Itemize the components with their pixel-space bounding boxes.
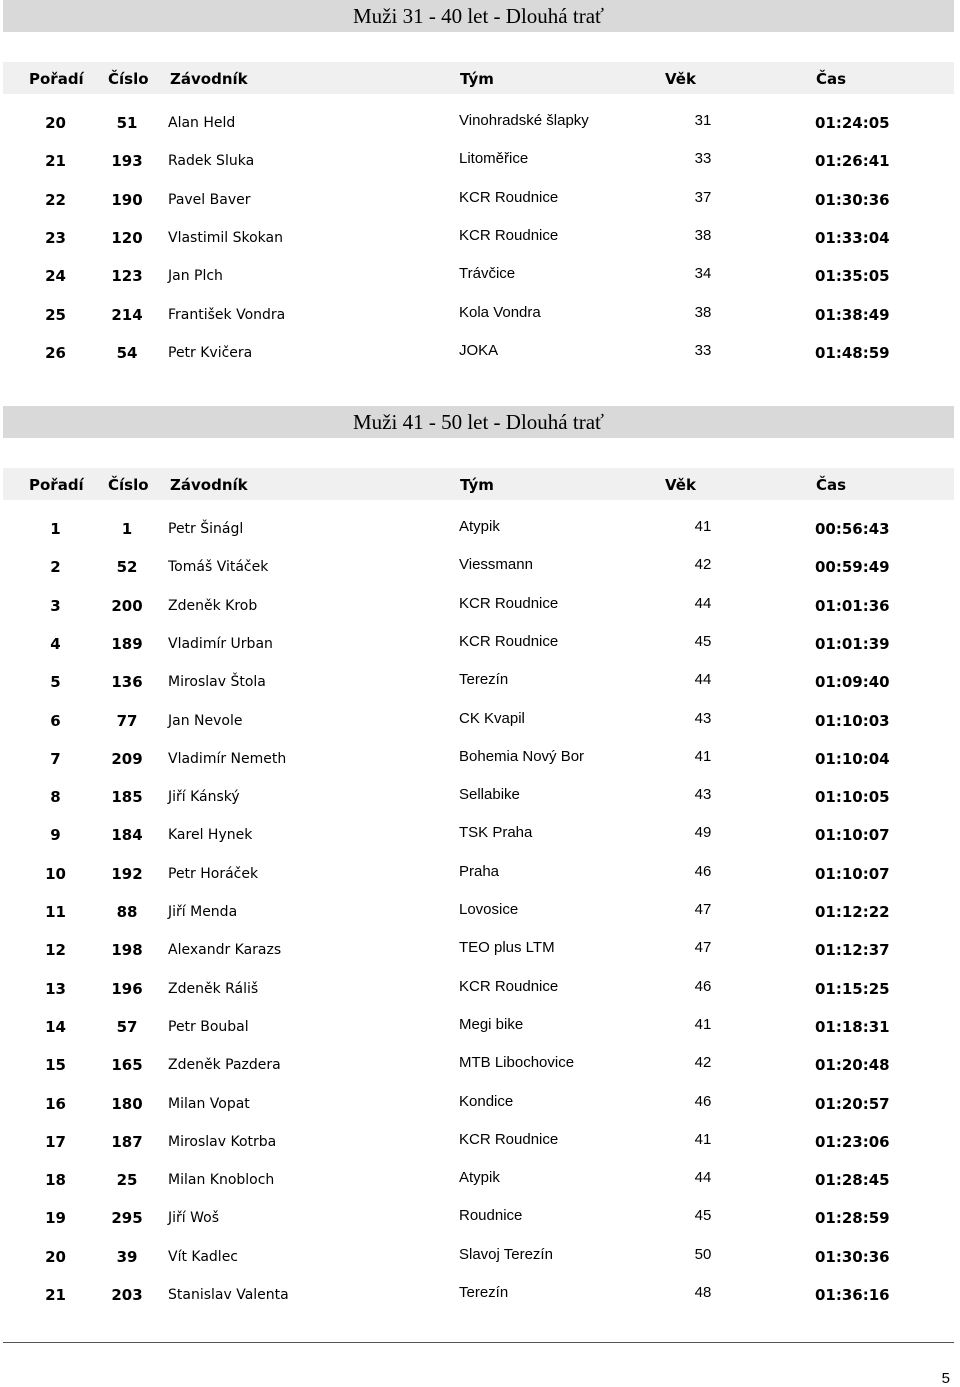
cell-team: KCR Roudnice xyxy=(459,1131,559,1148)
cell-rank: 26 xyxy=(45,344,66,362)
cell-team: TEO plus LTM xyxy=(459,939,555,956)
cell-bib: 192 xyxy=(111,865,143,883)
cell-rank: 21 xyxy=(45,152,66,170)
cell-team: Atypik xyxy=(459,518,500,535)
cell-name: Jiří Woš xyxy=(168,1210,219,1226)
table-row xyxy=(0,546,960,584)
cell-rank: 22 xyxy=(45,191,66,209)
cell-time: 01:28:45 xyxy=(815,1171,890,1189)
cell-name: Zdeněk Ráliš xyxy=(168,981,259,997)
cell-name: Karel Hynek xyxy=(168,827,253,843)
cell-age: 50 xyxy=(694,1246,712,1263)
cell-name: Vlastimil Skokan xyxy=(168,230,283,246)
cell-time: 01:33:04 xyxy=(815,229,890,247)
cell-bib: 193 xyxy=(111,152,143,170)
cell-name: Petr Boubal xyxy=(168,1019,249,1035)
cell-name: Stanislav Valenta xyxy=(168,1287,289,1303)
cell-time: 01:10:07 xyxy=(815,826,890,844)
cell-bib: 57 xyxy=(116,1018,138,1036)
cell-rank: 10 xyxy=(45,865,66,883)
cell-name: František Vondra xyxy=(168,307,286,323)
cell-team: MTB Libochovice xyxy=(459,1054,575,1071)
cell-rank: 17 xyxy=(45,1133,66,1151)
cell-name: Milan Knobloch xyxy=(168,1172,275,1188)
cell-team: KCR Roudnice xyxy=(459,227,559,244)
cell-age: 42 xyxy=(694,556,712,573)
cell-rank: 5 xyxy=(50,673,61,691)
cell-time: 00:56:43 xyxy=(815,520,890,538)
cell-rank: 2 xyxy=(50,558,61,576)
cell-bib: 187 xyxy=(111,1133,143,1151)
cell-age: 46 xyxy=(694,863,712,880)
header-rank: Pořadí xyxy=(29,70,84,88)
cell-bib: 180 xyxy=(111,1095,143,1113)
table-row xyxy=(0,179,960,217)
cell-bib: 123 xyxy=(111,267,143,285)
header-rank: Pořadí xyxy=(29,476,84,494)
table-row xyxy=(0,255,960,293)
cell-time: 01:48:59 xyxy=(815,344,890,362)
cell-bib: 25 xyxy=(116,1171,138,1189)
section-title: Muži 31 - 40 let - Dlouhá trať xyxy=(3,0,954,32)
cell-team: Viessmann xyxy=(459,556,533,573)
cell-age: 46 xyxy=(694,1093,712,1110)
cell-name: Jiří Kánský xyxy=(168,789,240,805)
cell-bib: 120 xyxy=(111,229,143,247)
footer-divider xyxy=(3,1342,954,1343)
cell-team: Litoměřice xyxy=(459,150,529,167)
header-age: Věk xyxy=(665,476,696,494)
cell-age: 41 xyxy=(694,748,712,765)
cell-team: Megi bike xyxy=(459,1016,524,1033)
cell-bib: 214 xyxy=(111,306,143,324)
table-row xyxy=(0,294,960,332)
cell-team: Vinohradské šlapky xyxy=(459,112,589,129)
cell-time: 01:38:49 xyxy=(815,306,890,324)
header-team: Tým xyxy=(460,70,494,88)
table-row xyxy=(0,814,960,852)
cell-time: 01:10:07 xyxy=(815,865,890,883)
cell-time: 01:24:05 xyxy=(815,114,890,132)
cell-bib: 200 xyxy=(111,597,143,615)
table-row xyxy=(0,968,960,1006)
cell-time: 01:23:06 xyxy=(815,1133,890,1151)
cell-bib: 196 xyxy=(111,980,143,998)
header-time: Čas xyxy=(816,70,847,88)
header-team: Tým xyxy=(460,476,494,494)
cell-rank: 11 xyxy=(45,903,66,921)
cell-bib: 209 xyxy=(111,750,143,768)
table-row xyxy=(0,661,960,699)
cell-bib: 189 xyxy=(111,635,143,653)
cell-name: Jiří Menda xyxy=(168,904,238,920)
cell-name: Vladimír Nemeth xyxy=(168,751,287,767)
cell-age: 31 xyxy=(694,112,712,129)
cell-age: 46 xyxy=(694,978,712,995)
cell-team: KCR Roudnice xyxy=(459,978,559,995)
cell-team: Slavoj Terezín xyxy=(459,1246,553,1263)
cell-time: 01:12:22 xyxy=(815,903,890,921)
cell-age: 38 xyxy=(694,227,712,244)
table-row xyxy=(0,623,960,661)
cell-team: JOKA xyxy=(459,342,499,359)
cell-team: Terezín xyxy=(459,671,509,688)
table-row xyxy=(0,1236,960,1274)
cell-time: 01:12:37 xyxy=(815,941,890,959)
cell-rank: 7 xyxy=(50,750,61,768)
cell-team: Bohemia Nový Bor xyxy=(459,748,585,765)
cell-team: Trávčice xyxy=(459,265,516,282)
cell-name: Radek Sluka xyxy=(168,153,255,169)
cell-team: Praha xyxy=(459,863,500,880)
table-row xyxy=(0,700,960,738)
cell-rank: 8 xyxy=(50,788,61,806)
cell-bib: 203 xyxy=(111,1286,143,1304)
cell-bib: 185 xyxy=(111,788,143,806)
cell-rank: 13 xyxy=(45,980,66,998)
cell-time: 01:10:05 xyxy=(815,788,890,806)
cell-name: Alexandr Karazs xyxy=(168,942,282,958)
cell-team: TSK Praha xyxy=(459,824,533,841)
cell-name: Jan Nevole xyxy=(168,713,243,729)
cell-rank: 21 xyxy=(45,1286,66,1304)
cell-name: Pavel Baver xyxy=(168,192,251,208)
table-row xyxy=(0,891,960,929)
table-row xyxy=(0,1197,960,1235)
cell-bib: 54 xyxy=(116,344,138,362)
section-title: Muži 41 - 50 let - Dlouhá trať xyxy=(3,406,954,438)
cell-bib: 165 xyxy=(111,1056,143,1074)
cell-rank: 6 xyxy=(50,712,61,730)
cell-bib: 52 xyxy=(116,558,138,576)
cell-rank: 24 xyxy=(45,267,66,285)
table-row xyxy=(0,1083,960,1121)
table-row xyxy=(0,1121,960,1159)
header-age: Věk xyxy=(665,70,696,88)
table-row xyxy=(0,929,960,967)
cell-time: 01:26:41 xyxy=(815,152,890,170)
cell-time: 01:20:48 xyxy=(815,1056,890,1074)
cell-team: Roudnice xyxy=(459,1207,523,1224)
cell-name: Zdeněk Pazdera xyxy=(168,1057,281,1073)
cell-team: Kola Vondra xyxy=(459,304,541,321)
cell-name: Petr Šinágl xyxy=(168,521,244,537)
table-row xyxy=(0,1006,960,1044)
cell-bib: 39 xyxy=(116,1248,138,1266)
cell-rank: 19 xyxy=(45,1209,66,1227)
cell-age: 47 xyxy=(694,901,712,918)
cell-rank: 20 xyxy=(45,1248,66,1266)
cell-bib: 88 xyxy=(116,903,138,921)
page-number: 5 xyxy=(941,1370,950,1387)
cell-rank: 16 xyxy=(45,1095,66,1113)
cell-bib: 136 xyxy=(111,673,143,691)
cell-time: 01:01:36 xyxy=(815,597,890,615)
cell-name: Jan Plch xyxy=(168,268,223,284)
cell-rank: 15 xyxy=(45,1056,66,1074)
cell-name: Milan Vopat xyxy=(168,1096,250,1112)
cell-bib: 190 xyxy=(111,191,143,209)
cell-age: 42 xyxy=(694,1054,712,1071)
cell-time: 01:18:31 xyxy=(815,1018,890,1036)
header-name: Závodník xyxy=(170,476,248,494)
cell-rank: 14 xyxy=(45,1018,66,1036)
cell-time: 01:36:16 xyxy=(815,1286,890,1304)
cell-name: Alan Held xyxy=(168,115,236,131)
cell-team: Sellabike xyxy=(459,786,520,803)
cell-age: 45 xyxy=(694,633,712,650)
table-header xyxy=(3,62,954,94)
cell-time: 01:30:36 xyxy=(815,191,890,209)
table-row xyxy=(0,508,960,546)
cell-team: KCR Roudnice xyxy=(459,633,559,650)
cell-time: 01:15:25 xyxy=(815,980,890,998)
table-row xyxy=(0,1274,960,1312)
cell-age: 49 xyxy=(694,824,712,841)
header-bib: Číslo xyxy=(108,476,149,494)
cell-time: 01:28:59 xyxy=(815,1209,890,1227)
cell-age: 44 xyxy=(694,671,712,688)
cell-rank: 3 xyxy=(50,597,61,615)
cell-bib: 1 xyxy=(121,520,133,538)
cell-time: 01:10:04 xyxy=(815,750,890,768)
cell-name: Vladimír Urban xyxy=(168,636,273,652)
header-name: Závodník xyxy=(170,70,248,88)
cell-rank: 1 xyxy=(50,520,61,538)
header-time: Čas xyxy=(816,476,847,494)
table-row xyxy=(0,738,960,776)
table-header xyxy=(3,468,954,500)
cell-age: 37 xyxy=(694,189,712,206)
table-row xyxy=(0,332,960,370)
header-bib: Číslo xyxy=(108,70,149,88)
cell-name: Petr Kvičera xyxy=(168,345,253,361)
cell-age: 44 xyxy=(694,595,712,612)
cell-rank: 12 xyxy=(45,941,66,959)
cell-rank: 20 xyxy=(45,114,66,132)
cell-age: 34 xyxy=(694,265,712,282)
cell-time: 01:09:40 xyxy=(815,673,890,691)
cell-age: 43 xyxy=(694,710,712,727)
cell-team: Atypik xyxy=(459,1169,500,1186)
cell-time: 01:01:39 xyxy=(815,635,890,653)
cell-name: Miroslav Štola xyxy=(168,674,266,690)
table-row xyxy=(0,1159,960,1197)
cell-time: 01:30:36 xyxy=(815,1248,890,1266)
cell-age: 41 xyxy=(694,1131,712,1148)
cell-age: 33 xyxy=(694,150,712,167)
cell-name: Zdeněk Krob xyxy=(168,598,258,614)
cell-team: KCR Roudnice xyxy=(459,189,559,206)
cell-bib: 51 xyxy=(116,114,138,132)
table-row xyxy=(0,1044,960,1082)
table-row xyxy=(0,217,960,255)
cell-time: 01:20:57 xyxy=(815,1095,890,1113)
cell-age: 41 xyxy=(694,518,712,535)
cell-bib: 77 xyxy=(116,712,138,730)
cell-name: Vít Kadlec xyxy=(168,1249,239,1265)
cell-age: 41 xyxy=(694,1016,712,1033)
table-row xyxy=(0,853,960,891)
table-row xyxy=(0,585,960,623)
cell-time: 01:10:03 xyxy=(815,712,890,730)
cell-team: Terezín xyxy=(459,1284,509,1301)
table-row xyxy=(0,776,960,814)
cell-rank: 25 xyxy=(45,306,66,324)
table-row xyxy=(0,140,960,178)
cell-name: Petr Horáček xyxy=(168,866,259,882)
cell-time: 00:59:49 xyxy=(815,558,890,576)
cell-age: 48 xyxy=(694,1284,712,1301)
cell-time: 01:35:05 xyxy=(815,267,890,285)
cell-age: 33 xyxy=(694,342,712,359)
table-row xyxy=(0,102,960,140)
cell-age: 47 xyxy=(694,939,712,956)
cell-team: Kondice xyxy=(459,1093,514,1110)
cell-bib: 198 xyxy=(111,941,143,959)
cell-name: Miroslav Kotrba xyxy=(168,1134,277,1150)
cell-name: Tomáš Vitáček xyxy=(168,559,269,575)
cell-team: KCR Roudnice xyxy=(459,595,559,612)
cell-age: 45 xyxy=(694,1207,712,1224)
cell-rank: 9 xyxy=(50,826,61,844)
cell-age: 38 xyxy=(694,304,712,321)
cell-age: 43 xyxy=(694,786,712,803)
cell-team: CK Kvapil xyxy=(459,710,525,727)
cell-rank: 4 xyxy=(50,635,61,653)
cell-bib: 295 xyxy=(111,1209,143,1227)
cell-rank: 23 xyxy=(45,229,66,247)
cell-team: Lovosice xyxy=(459,901,519,918)
cell-rank: 18 xyxy=(45,1171,66,1189)
cell-bib: 184 xyxy=(111,826,143,844)
cell-age: 44 xyxy=(694,1169,712,1186)
